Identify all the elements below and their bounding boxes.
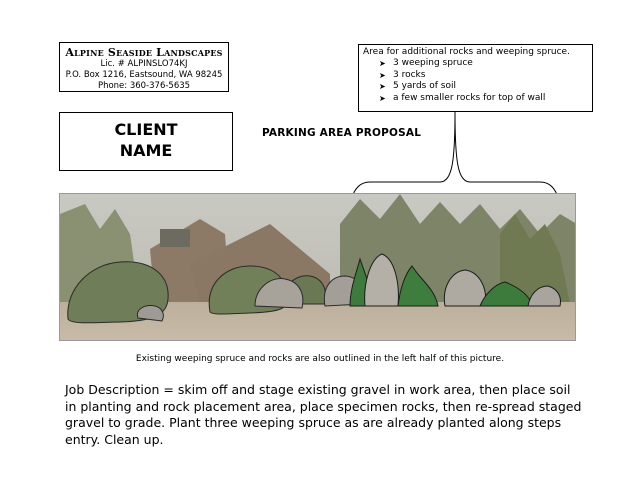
notes-list — [363, 58, 588, 104]
parking-area-photo — [59, 193, 576, 341]
client-label-line1: CLIENT — [114, 120, 178, 139]
company-name: Alpine Seaside Landscapes — [65, 46, 223, 59]
parking-area-photo-illustration — [60, 194, 576, 341]
client-name-box — [59, 112, 233, 171]
arrow-bullet-icon: ➤ — [379, 59, 386, 68]
client-label-line2: NAME — [119, 141, 173, 160]
company-address: P.O. Box 1216, Eastsound, WA 98245 — [65, 70, 223, 80]
company-phone: Phone: 360-376-5635 — [97, 81, 191, 91]
arrow-bullet-icon: ➤ — [379, 70, 386, 80]
list-item: ➤ 5 yards of soil — [379, 81, 456, 91]
list-item: ➤ a few smaller rocks for top of wall — [379, 92, 546, 103]
notes-heading: Area for additional rocks and weeping spruce. — [363, 47, 570, 57]
list-item: ➤ 3 rocks — [379, 69, 426, 80]
arrow-bullet-icon: ➤ — [379, 82, 386, 91]
photo-caption: Existing weeping spruce and rocks are also outlined in the left half of this picture. — [135, 354, 505, 364]
additional-area-notes — [358, 44, 593, 112]
list-item: ➤ 3 weeping spruce — [379, 58, 473, 68]
company-info-box — [59, 42, 229, 92]
company-license: Lic. # ALPINSLO74KJ — [100, 59, 188, 69]
job-description: Job Description = skim off and stage existing gravel in work area, then place soil in planting and rock placement area, place specimen rocks, then re-spread staged gravel to grade. Plant three weeping spruce as are already planted along steps entry. Clean up. — [65, 382, 582, 447]
arrow-bullet-icon: ➤ — [379, 93, 386, 103]
proposal-title: PARKING AREA PROPOSAL — [262, 127, 422, 139]
